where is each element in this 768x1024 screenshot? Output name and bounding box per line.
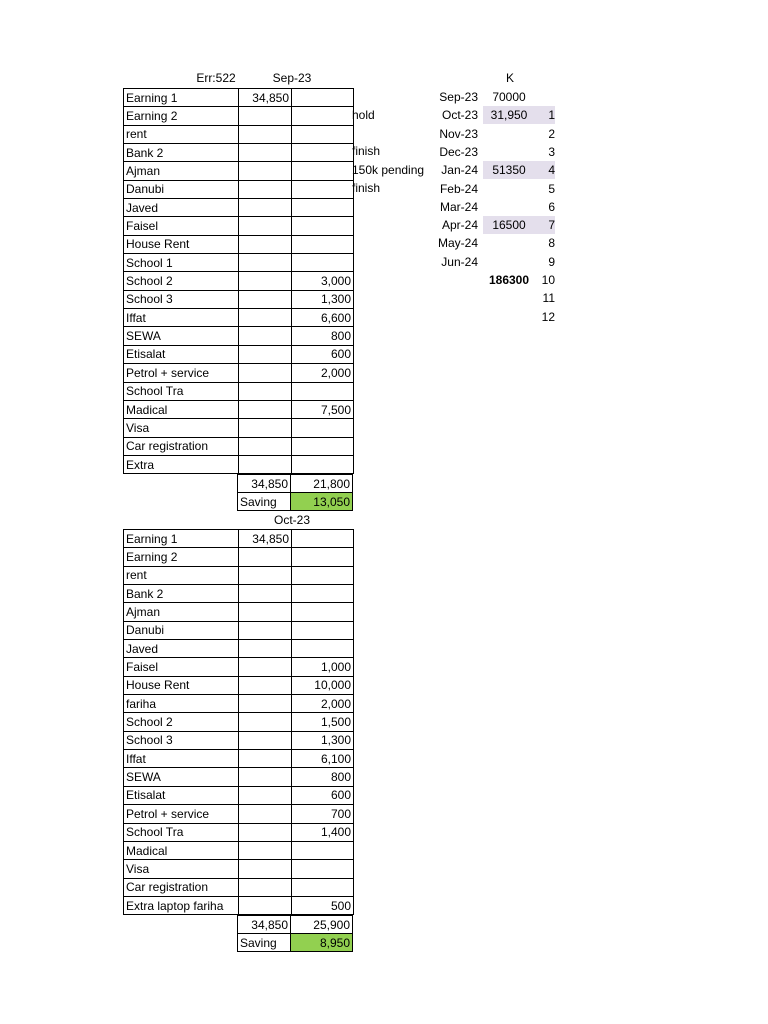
k-month: Jan-24 xyxy=(441,163,478,178)
k-value xyxy=(483,180,535,198)
table-row xyxy=(124,786,354,804)
row-label: Danubi xyxy=(124,180,239,198)
k-value xyxy=(483,143,535,161)
row-label: Extra laptop fariha xyxy=(124,896,239,914)
expense-cell: 6,100 xyxy=(292,750,354,768)
earning-cell xyxy=(239,162,292,180)
expense-cell: 800 xyxy=(292,327,354,345)
table-row xyxy=(124,713,354,731)
expense-cell xyxy=(292,437,354,455)
k-index: 6 xyxy=(548,199,555,214)
row-label: Earning 2 xyxy=(124,107,239,125)
oct-total-expenses: 25,900 xyxy=(291,916,353,934)
row-label: SEWA xyxy=(124,327,239,345)
k-index: 1 xyxy=(535,106,555,124)
k-schedule-row xyxy=(422,88,562,106)
expense-cell: 3,000 xyxy=(292,272,354,290)
earning-cell xyxy=(239,878,292,896)
k-index: 8 xyxy=(548,236,555,251)
earning-cell xyxy=(239,658,292,676)
oct-saving-label: Saving xyxy=(238,934,291,952)
k-index: 7 xyxy=(535,216,555,234)
row-label: Extra xyxy=(124,455,239,473)
row-label: House Rent xyxy=(124,676,239,694)
sep-saving-label: Saving xyxy=(238,493,291,511)
k-schedule-row xyxy=(422,308,562,326)
earning-cell xyxy=(239,437,292,455)
earning-cell xyxy=(239,309,292,327)
table-row xyxy=(124,676,354,694)
table-row xyxy=(124,144,354,162)
k-value xyxy=(483,234,535,252)
k-index: 4 xyxy=(535,161,555,179)
earning-cell xyxy=(239,860,292,878)
k-month: Sep-23 xyxy=(439,90,478,104)
k-index: 3 xyxy=(548,144,555,159)
k-month: Nov-23 xyxy=(439,126,478,141)
row-label: Car registration xyxy=(124,878,239,896)
month-header-oct: Oct-23 xyxy=(273,513,310,527)
row-label: Petrol + service xyxy=(124,364,239,382)
expense-cell xyxy=(292,640,354,658)
k-schedule-row xyxy=(422,234,562,252)
row-label: Earning 1 xyxy=(124,530,239,548)
k-month: Feb-24 xyxy=(439,181,478,196)
earning-cell xyxy=(239,585,292,603)
earning-cell xyxy=(239,382,292,400)
row-label: Petrol + service xyxy=(124,805,239,823)
k-month: Dec-23 xyxy=(439,144,478,159)
table-row xyxy=(124,327,354,345)
month-header-sep: Sep-23 xyxy=(272,71,312,85)
row-label: Etisalat xyxy=(124,786,239,804)
k-schedule-row xyxy=(422,271,562,289)
table-row xyxy=(124,272,354,290)
earning-cell xyxy=(239,400,292,418)
expense-cell xyxy=(292,180,354,198)
expense-cell xyxy=(292,878,354,896)
expense-cell xyxy=(292,89,354,107)
k-header: K xyxy=(505,71,514,85)
row-label: rent xyxy=(124,125,239,143)
row-label: Earning 2 xyxy=(124,548,239,566)
k-value xyxy=(483,289,535,307)
row-label: Iffat xyxy=(124,750,239,768)
expense-cell xyxy=(292,530,354,548)
k-value: 51350 xyxy=(483,161,535,179)
table-row xyxy=(124,107,354,125)
k-value: 186300 xyxy=(488,273,530,287)
sep-saving-value: 13,050 xyxy=(291,493,353,511)
table-row xyxy=(124,235,354,253)
oct-saving-value: 8,950 xyxy=(291,934,353,952)
row-label: Ajman xyxy=(124,162,239,180)
table-row xyxy=(124,896,354,914)
table-row xyxy=(124,382,354,400)
k-schedule xyxy=(422,88,562,328)
table-row xyxy=(124,89,354,107)
table-row xyxy=(124,125,354,143)
row-label: School 2 xyxy=(124,272,239,290)
k-month: Mar-24 xyxy=(439,199,478,214)
earning-cell xyxy=(239,254,292,272)
k-schedule-row xyxy=(422,180,562,198)
earning-cell xyxy=(239,713,292,731)
table-row xyxy=(124,750,354,768)
sep-budget-table xyxy=(123,88,354,474)
k-value xyxy=(483,308,535,326)
earning-cell xyxy=(239,896,292,914)
row-label: Visa xyxy=(124,419,239,437)
row-label: School 2 xyxy=(124,713,239,731)
earning-cell xyxy=(239,603,292,621)
earning-cell xyxy=(239,640,292,658)
row-label: Faisel xyxy=(124,217,239,235)
k-schedule-row xyxy=(422,161,562,179)
k-index: 9 xyxy=(548,254,555,269)
table-row xyxy=(124,768,354,786)
row-label: School Tra xyxy=(124,823,239,841)
k-index: 12 xyxy=(541,309,555,324)
expense-cell xyxy=(292,199,354,217)
k-value xyxy=(483,125,535,143)
earning-cell xyxy=(239,455,292,473)
earning-cell xyxy=(239,290,292,308)
earning-cell xyxy=(239,107,292,125)
table-row xyxy=(124,180,354,198)
expense-cell: 600 xyxy=(292,345,354,363)
expense-cell: 7,500 xyxy=(292,400,354,418)
table-row xyxy=(124,530,354,548)
expense-cell xyxy=(292,603,354,621)
k-index: 10 xyxy=(541,273,555,287)
row-label: Bank 2 xyxy=(124,585,239,603)
row-label: Car registration xyxy=(124,437,239,455)
table-row xyxy=(124,658,354,676)
expense-cell: 1,300 xyxy=(292,290,354,308)
table-row xyxy=(124,162,354,180)
expense-cell xyxy=(292,860,354,878)
earning-cell xyxy=(239,364,292,382)
expense-cell xyxy=(292,125,354,143)
earning-cell xyxy=(239,676,292,694)
k-schedule-row xyxy=(422,106,562,124)
expense-cell: 800 xyxy=(292,768,354,786)
table-row xyxy=(124,419,354,437)
row-label: Ajman xyxy=(124,603,239,621)
row-label: Visa xyxy=(124,860,239,878)
k-month: Oct-23 xyxy=(441,108,478,123)
expense-cell: 10,000 xyxy=(292,676,354,694)
sep-totals xyxy=(237,474,353,511)
row-label: Bank 2 xyxy=(124,144,239,162)
expense-cell xyxy=(292,144,354,162)
table-row xyxy=(124,364,354,382)
k-value: 31,950 xyxy=(483,106,535,124)
k-value: 70000 xyxy=(492,90,526,104)
earning-cell xyxy=(239,180,292,198)
expense-cell: 2,000 xyxy=(292,364,354,382)
table-row xyxy=(124,455,354,473)
row-label: fariha xyxy=(124,695,239,713)
table-row xyxy=(124,805,354,823)
table-row xyxy=(124,345,354,363)
row-label: House Rent xyxy=(124,235,239,253)
k-schedule-row xyxy=(422,289,562,307)
row-label: Javed xyxy=(124,199,239,217)
row-label: Etisalat xyxy=(124,345,239,363)
k-index: 5 xyxy=(548,181,555,196)
expense-cell: 1,400 xyxy=(292,823,354,841)
expense-cell: 2,000 xyxy=(292,695,354,713)
row-label: SEWA xyxy=(124,768,239,786)
expense-cell xyxy=(292,419,354,437)
expense-cell xyxy=(292,217,354,235)
table-row xyxy=(124,640,354,658)
earning-cell xyxy=(239,199,292,217)
expense-cell xyxy=(292,566,354,584)
earning-cell xyxy=(239,217,292,235)
row-label: School Tra xyxy=(124,382,239,400)
table-row xyxy=(124,400,354,418)
expense-cell xyxy=(292,235,354,253)
k-value xyxy=(483,253,535,271)
expense-cell xyxy=(292,585,354,603)
earning-cell xyxy=(239,768,292,786)
row-label: Javed xyxy=(124,640,239,658)
k-schedule-row xyxy=(422,198,562,216)
note-150k-pending: 150k pending xyxy=(352,163,425,177)
earning-cell xyxy=(239,419,292,437)
earning-cell xyxy=(239,695,292,713)
note-finish-1: finish xyxy=(352,144,381,158)
expense-cell: 1,300 xyxy=(292,731,354,749)
earning-cell xyxy=(239,235,292,253)
table-row xyxy=(124,254,354,272)
k-index: 2 xyxy=(548,126,555,141)
earning-cell xyxy=(239,125,292,143)
earning-cell: 34,850 xyxy=(239,530,292,548)
expense-cell xyxy=(292,162,354,180)
table-row xyxy=(124,603,354,621)
expense-cell xyxy=(292,621,354,639)
earning-cell xyxy=(239,805,292,823)
note-hold: hold xyxy=(352,108,375,122)
earning-cell xyxy=(239,823,292,841)
table-row xyxy=(124,437,354,455)
table-row xyxy=(124,290,354,308)
expense-cell: 500 xyxy=(292,896,354,914)
earning-cell xyxy=(239,621,292,639)
earning-cell xyxy=(239,841,292,859)
note-finish-2: finish xyxy=(352,181,381,195)
oct-total-earnings: 34,850 xyxy=(238,916,291,934)
k-schedule-row xyxy=(422,143,562,161)
table-row xyxy=(124,566,354,584)
table-row xyxy=(124,309,354,327)
earning-cell xyxy=(239,345,292,363)
table-row xyxy=(124,548,354,566)
error-cell: Err:522 xyxy=(196,71,236,85)
k-month: Jun-24 xyxy=(441,254,478,269)
row-label: Danubi xyxy=(124,621,239,639)
table-row xyxy=(124,841,354,859)
sep-total-earnings: 34,850 xyxy=(238,475,291,493)
row-label: Madical xyxy=(124,400,239,418)
earning-cell xyxy=(239,327,292,345)
expense-cell xyxy=(292,254,354,272)
k-schedule-row xyxy=(422,216,562,234)
table-row xyxy=(124,585,354,603)
row-label: Iffat xyxy=(124,309,239,327)
expense-cell xyxy=(292,107,354,125)
table-row xyxy=(124,823,354,841)
row-label: School 3 xyxy=(124,290,239,308)
expense-cell: 600 xyxy=(292,786,354,804)
earning-cell xyxy=(239,548,292,566)
earning-cell xyxy=(239,272,292,290)
table-row xyxy=(124,199,354,217)
row-label: School 1 xyxy=(124,254,239,272)
k-month: Apr-24 xyxy=(441,218,478,233)
row-label: Madical xyxy=(124,841,239,859)
expense-cell: 1,000 xyxy=(292,658,354,676)
expense-cell xyxy=(292,382,354,400)
k-schedule-row xyxy=(422,125,562,143)
expense-cell xyxy=(292,841,354,859)
oct-budget-table xyxy=(123,529,354,915)
expense-cell xyxy=(292,455,354,473)
earning-cell: 34,850 xyxy=(239,89,292,107)
k-value: 16500 xyxy=(483,216,535,234)
table-row xyxy=(124,621,354,639)
k-schedule-row xyxy=(422,253,562,271)
k-month: May-24 xyxy=(437,236,478,251)
table-row xyxy=(124,731,354,749)
expense-cell: 1,500 xyxy=(292,713,354,731)
row-label: School 3 xyxy=(124,731,239,749)
expense-cell: 700 xyxy=(292,805,354,823)
k-index: 11 xyxy=(542,291,555,306)
expense-cell xyxy=(292,548,354,566)
earning-cell xyxy=(239,786,292,804)
table-row xyxy=(124,695,354,713)
row-label: Faisel xyxy=(124,658,239,676)
sep-total-expenses: 21,800 xyxy=(291,475,353,493)
k-value xyxy=(483,198,535,216)
earning-cell xyxy=(239,731,292,749)
earning-cell xyxy=(239,750,292,768)
earning-cell xyxy=(239,566,292,584)
table-row xyxy=(124,878,354,896)
row-label: Earning 1 xyxy=(124,89,239,107)
oct-totals xyxy=(237,915,353,952)
earning-cell xyxy=(239,144,292,162)
table-row xyxy=(124,217,354,235)
table-row xyxy=(124,860,354,878)
row-label: rent xyxy=(124,566,239,584)
expense-cell: 6,600 xyxy=(292,309,354,327)
